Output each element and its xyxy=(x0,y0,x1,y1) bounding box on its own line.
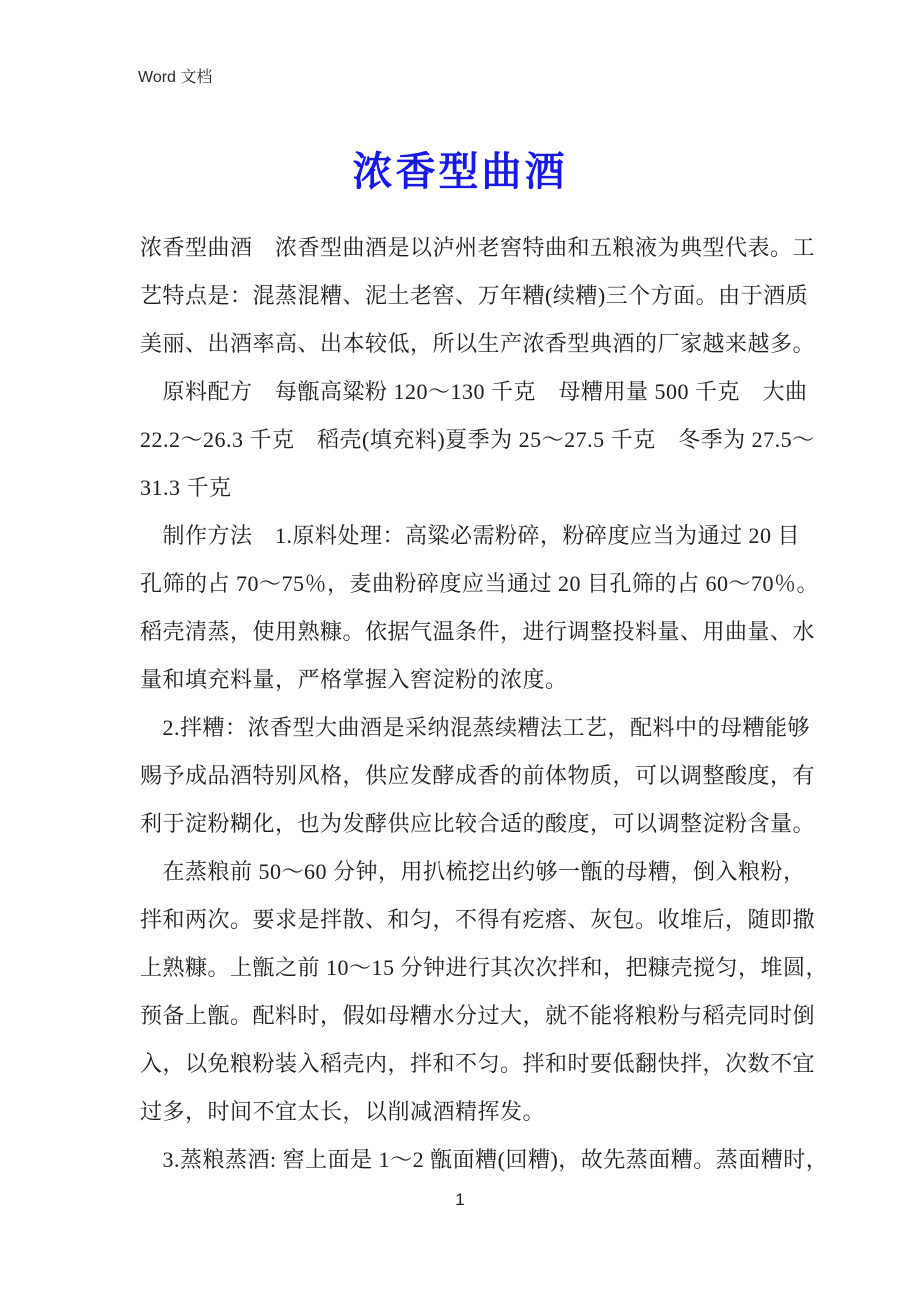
document-title: 浓香型曲酒 xyxy=(352,149,568,194)
text-line: 浓香型曲酒 浓香型曲酒是以泸州老窖特曲和五粮液为典型代表。工 xyxy=(140,235,816,260)
text-line: 31.3 千克 xyxy=(140,475,232,500)
text-line: 3.蒸粮蒸酒: 窖上面是 1～2 甑面糟(回糟)，故先蒸面糟。蒸面糟时， xyxy=(140,1147,829,1172)
text-line: 2.拌糟：浓香型大曲酒是采纳混蒸续糟法工艺，配料中的母糟能够 xyxy=(140,715,811,740)
text-line: 美丽、出酒率高、出本较低，所以生产浓香型典酒的厂家越来越多。 xyxy=(140,331,816,356)
text-line: 预备上甑。配料时，假如母糟水分过大，就不能将粮粉与稻壳同时倒 xyxy=(140,1003,816,1028)
text-line: 利于淀粉糊化，也为发酵供应比较合适的酸度，可以调整淀粉含量。 xyxy=(140,811,816,836)
text-line: 稻壳清蒸，使用熟糠。依据气温条件，进行调整投料量、用曲量、水 xyxy=(140,619,816,644)
text-line: 制作方法 1.原料处理：高粱必需粉碎，粉碎度应当为通过 20 目 xyxy=(140,523,801,548)
document-type-label: Word 文档 xyxy=(138,69,213,86)
text-line: 在蒸粮前 50～60 分钟，用扒梳挖出约够一甑的母糟，倒入粮粉， xyxy=(140,859,806,884)
page-number: 1 xyxy=(455,1190,465,1209)
text-line: 过多，时间不宜太长，以削减酒精挥发。 xyxy=(140,1099,546,1124)
text-line: 上熟糠。上甑之前 10～15 分钟进行其次次拌和，把糠壳搅匀，堆圆， xyxy=(140,955,829,980)
text-line: 原料配方 每甑高粱粉 120～130 千克 母糟用量 500 千克 大曲 xyxy=(140,379,808,404)
text-line: 拌和两次。要求是拌散、和匀，不得有疙瘩、灰包。收堆后，随即撒 xyxy=(140,907,816,932)
text-line: 艺特点是：混蒸混糟、泥土老窖、万年糟(续糟)三个方面。由于酒质 xyxy=(140,283,809,308)
text-line: 量和填充料量，严格掌握入窖淀粉的浓度。 xyxy=(140,667,568,692)
text-line: 赐予成品酒特别风格，供应发酵成香的前体物质，可以调整酸度，有 xyxy=(140,763,816,788)
text-line: 22.2～26.3 千克 稻壳(填充料)夏季为 25～27.5 千克 冬季为 27.5～ xyxy=(140,427,815,452)
document-body xyxy=(140,224,829,1184)
text-line: 入，以免粮粉装入稻壳内，拌和不匀。拌和时要低翻快拌，次数不宜 xyxy=(140,1051,816,1076)
text-line: 孔筛的占 70～75％，麦曲粉碎度应当通过 20 目孔筛的占 60～70％。 xyxy=(140,571,820,596)
